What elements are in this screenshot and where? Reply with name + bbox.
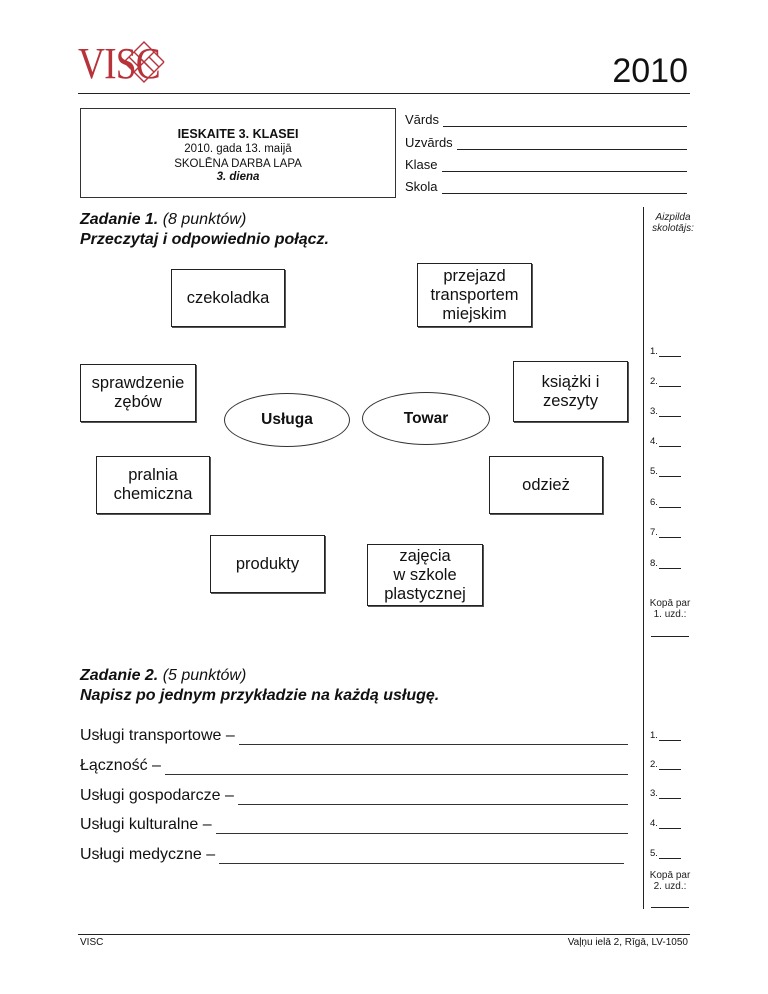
visc-logo: VISC — [78, 39, 160, 88]
task2-score-2[interactable]: 2. — [650, 759, 681, 770]
item-odziez[interactable]: odzież — [489, 456, 603, 514]
task2-sum-label: Kopā par 2. uzd.: — [649, 870, 691, 892]
task2-sum-field[interactable] — [651, 907, 689, 908]
task1-score-4[interactable]: 4. — [650, 436, 681, 447]
exam-day: 3. diena — [216, 171, 260, 183]
task1-sum-field[interactable] — [651, 636, 689, 637]
oval-usluga[interactable]: Usługa — [224, 393, 350, 447]
oval-towar[interactable]: Towar — [362, 392, 490, 445]
logo-pattern-icon — [122, 40, 168, 84]
item-pralnia[interactable]: pralnia chemiczna — [96, 456, 210, 514]
task1-score-8[interactable]: 8. — [650, 558, 681, 569]
exam-info-box — [80, 108, 396, 198]
task1-score-3[interactable]: 3. — [650, 406, 681, 417]
exam-date: 2010. gada 13. maijā — [184, 143, 292, 155]
year: 2010 — [612, 52, 688, 90]
grading-header: Aizpilda skolotājs: — [652, 212, 694, 234]
exam-sheet: SKOLĒNA DARBA LAPA — [174, 158, 302, 170]
header-divider — [78, 93, 690, 94]
field-class[interactable]: Klase — [405, 157, 687, 172]
task2-heading: Zadanie 2. (5 punktów) Napisz po jednym przykładzie na każdą usługę. — [80, 667, 440, 704]
answer-household[interactable]: Usługi gospodarcze – — [80, 787, 628, 805]
task1-score-1[interactable]: 1. — [650, 346, 681, 357]
task1-score-7[interactable]: 7. — [650, 527, 681, 538]
task1-score-6[interactable]: 6. — [650, 497, 681, 508]
exam-title: IESKAITE 3. KLASEI — [177, 127, 299, 141]
task2-score-3[interactable]: 3. — [650, 788, 681, 799]
item-przejazd[interactable]: przejazd transportem miejskim — [417, 263, 532, 327]
field-surname[interactable]: Uzvārds — [405, 135, 687, 150]
item-ksiazki[interactable]: książki i zeszyty — [513, 361, 628, 422]
answer-transport[interactable]: Usługi transportowe – — [80, 727, 628, 745]
field-school[interactable]: Skola — [405, 179, 687, 194]
footer-divider — [78, 934, 690, 935]
answer-medical[interactable]: Usługi medyczne – — [80, 846, 624, 864]
task2-score-5[interactable]: 5. — [650, 848, 681, 859]
task2-score-4[interactable]: 4. — [650, 818, 681, 829]
item-czekoladka[interactable]: czekoladka — [171, 269, 285, 327]
item-zajecia[interactable]: zajęcia w szkole plastycznej — [367, 544, 483, 606]
answer-communication[interactable]: Łączność – — [80, 757, 628, 775]
field-name[interactable]: Vārds — [405, 112, 687, 127]
grading-column-divider — [643, 207, 644, 909]
item-sprawdzenie[interactable]: sprawdzenie zębów — [80, 364, 196, 422]
task1-instruction: Przeczytaj i odpowiednio połącz. — [80, 231, 329, 248]
task1-score-5[interactable]: 5. — [650, 466, 681, 477]
footer-left: VISC — [80, 937, 104, 948]
task2-score-1[interactable]: 1. — [650, 730, 681, 741]
task2-instruction: Napisz po jednym przykładzie na każdą usługę. — [80, 687, 440, 704]
task1-sum-label: Kopā par 1. uzd.: — [649, 598, 691, 620]
footer-address: Vaļņu ielā 2, Rīgā, LV-1050 — [567, 937, 688, 948]
task1-score-2[interactable]: 2. — [650, 376, 681, 387]
task1-heading: Zadanie 1. (8 punktów) Przeczytaj i odpowiednio połącz. — [80, 211, 329, 248]
item-produkty[interactable]: produkty — [210, 535, 325, 593]
answer-cultural[interactable]: Usługi kulturalne – — [80, 816, 628, 834]
